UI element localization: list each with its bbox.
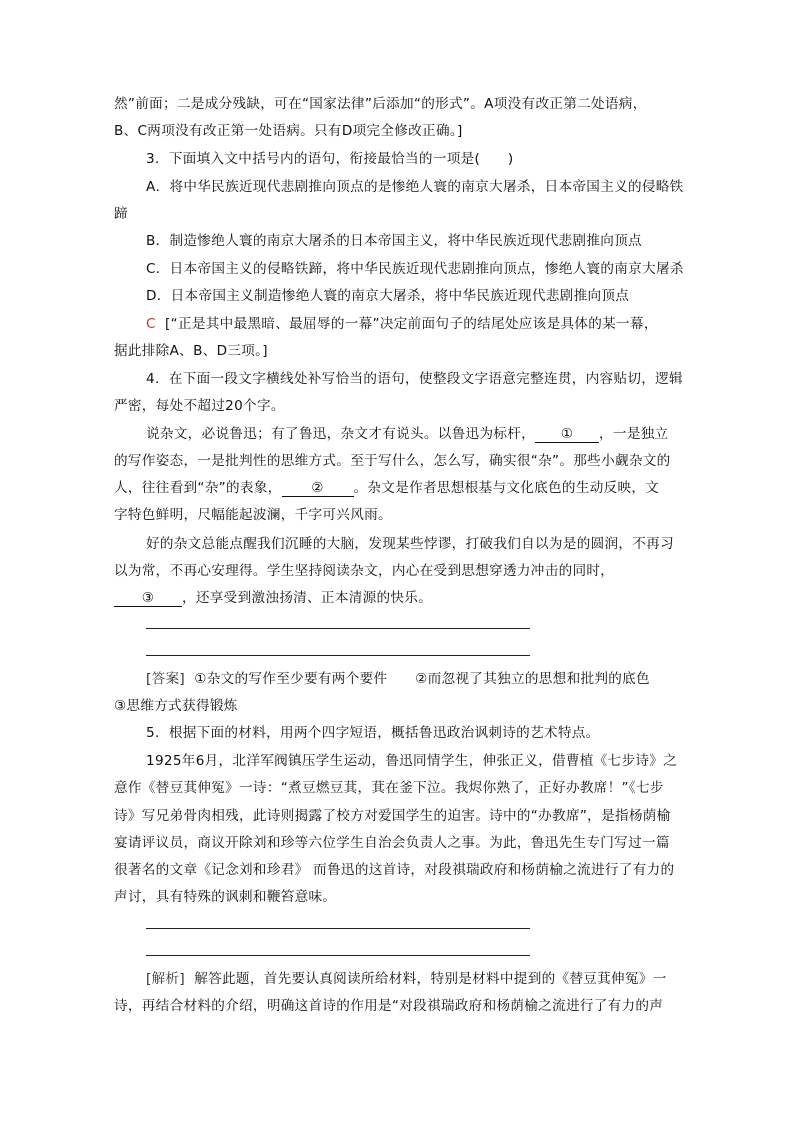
q4-stem-line2: 严密，每处不超过20个字。 (114, 398, 285, 414)
answer-label: [答案] (146, 671, 185, 687)
q4-passage-line3: 人，往往看到“杂”的表象， ② 。杂文是作者思想根基与文化底色的生动反映，文 (114, 480, 660, 496)
q5-material-line3: 诗》写兄弟骨肉相残，此诗则揭露了校方对爱国学生的迫害。诗中的“办教席”，是指杨荫榆 (114, 808, 671, 824)
q5-material-line1: 1925年6月，北洋军阀镇压学生运动，鲁迅同情学生，伸张正义，借曹植《七步诗》之 (146, 753, 678, 769)
q3-stem: 3．下面填入文中括号内的语句，衔接最恰当的一项是( ) (146, 151, 514, 167)
q5-material-line5: 很著名的文章《记念刘和珍君》 而鲁迅的这首诗，对段祺瑞政府和杨荫榆之流进行了有力的 (114, 862, 675, 878)
q5-analysis-line1: [解析] 解答此题，首先要认真阅读所给材料，特别是材料中提到的《替豆萁伸冤》一 (146, 971, 667, 987)
q4-passage-line1: 说杂文，必说鲁迅；有了鲁迅，杂文才有说头。以鲁迅为标杆， ① ，一是独立 (146, 426, 669, 442)
q4-passage2-line2: 以为常，不再心安理得。学生坚持阅读杂文，内心在受到思想穿透力冲击的同时， (114, 563, 615, 579)
answer-line-1[interactable] (146, 628, 530, 629)
q2-explanation-line1: 然”前面；二是成分残缺，可在“国家法律”后添加“的形式”。A项没有改正第二处语病， (114, 96, 647, 112)
q4-passage2-line3: ③ ，还享受到激浊扬清、正本清源的快乐。 (114, 588, 684, 608)
q3-option-a-line1: A．将中华民族近现代悲剧推向顶点的是惨绝人寰的南京大屠杀，日本帝国主义的侵略铁 (146, 179, 684, 195)
q3-answer-letter: C (146, 316, 156, 332)
q4-passage2-line1: 好的杂文总能点醒我们沉睡的大脑，发现某些悖谬，打破我们自以为是的圆润，不再习 (146, 536, 674, 552)
q4-stem-line1: 4．在下面一段文字横线处补写恰当的语句，使整段文字语意完整连贯，内容贴切，逻辑 (146, 371, 683, 387)
q3-answer-explanation (146, 314, 716, 334)
q5-stem: 5．根据下面的材料，用两个四字短语，概括鲁迅政治讽刺诗的艺术特点。 (146, 725, 600, 741)
q4-passage-line4: 字特色鲜明，尺幅能起波澜，千字可兴风雨。 (114, 507, 392, 523)
q3-option-c: C．日本帝国主义的侵略铁蹄，将中华民族近现代悲剧推向顶点，惨绝人寰的南京大屠杀 (146, 261, 684, 277)
q4-passage-line2: 的写作姿态，一是批判性的思维方式。至于写什么，怎么写，确实很“杂”。那些小觑杂文的 (114, 453, 671, 469)
answer-line-3[interactable] (146, 928, 530, 929)
q3-option-d: D．日本帝国主义制造惨绝人寰的南京大屠杀，将中华民族近现代悲剧推向顶点 (146, 288, 630, 304)
blank-2[interactable]: ② (282, 480, 354, 497)
q3-explanation-line1: [“正是其中最黑暗、最屈辱的一幕”决定前面句子的结尾处应该是具体的某一幕， (165, 316, 658, 332)
q3-option-b: B．制造惨绝人寰的南京大屠杀的日本帝国主义，将中华民族近现代悲剧推向顶点 (146, 233, 642, 249)
answer-line-4[interactable] (146, 955, 530, 956)
q5-material-line6: 声讨，具有特殊的讽刺和鞭笞意味。 (114, 889, 337, 905)
q2-explanation-line2: B、C两项没有改正第一处语病。只有D项完全修改正确。] (114, 123, 463, 139)
blank-1[interactable]: ① (535, 426, 599, 443)
q3-option-a-line2: 蹄 (114, 206, 128, 222)
q5-analysis-line2: 诗，再结合材料的介绍，明确这首诗的作用是“对段祺瑞政府和杨荫榆之流进行了有力的声 (114, 998, 664, 1014)
q4-answer-line1: [答案] ①杂文的写作至少要有两个要件 ②而忽视了其独立的思想和批判的底色 (146, 671, 650, 687)
q5-material-line2: 意作《替豆萁伸冤》一诗：“煮豆燃豆萁，萁在釜下泣。我烬你熟了，正好办教席！”《七步 (114, 780, 664, 796)
q4-answer-line2: ③思维方式获得锻炼 (114, 698, 238, 714)
answer-line-2[interactable] (146, 655, 530, 656)
q3-explanation-line2: 据此排除A、B、D三项。] (114, 343, 268, 359)
blank-3[interactable]: ③ (114, 590, 182, 607)
q5-material-line4: 宴请评议员，商议开除刘和珍等六位学生自治会负责人之事。为此，鲁迅先生专门写过一篇 (114, 835, 670, 851)
analysis-label: [解析] (146, 971, 185, 987)
